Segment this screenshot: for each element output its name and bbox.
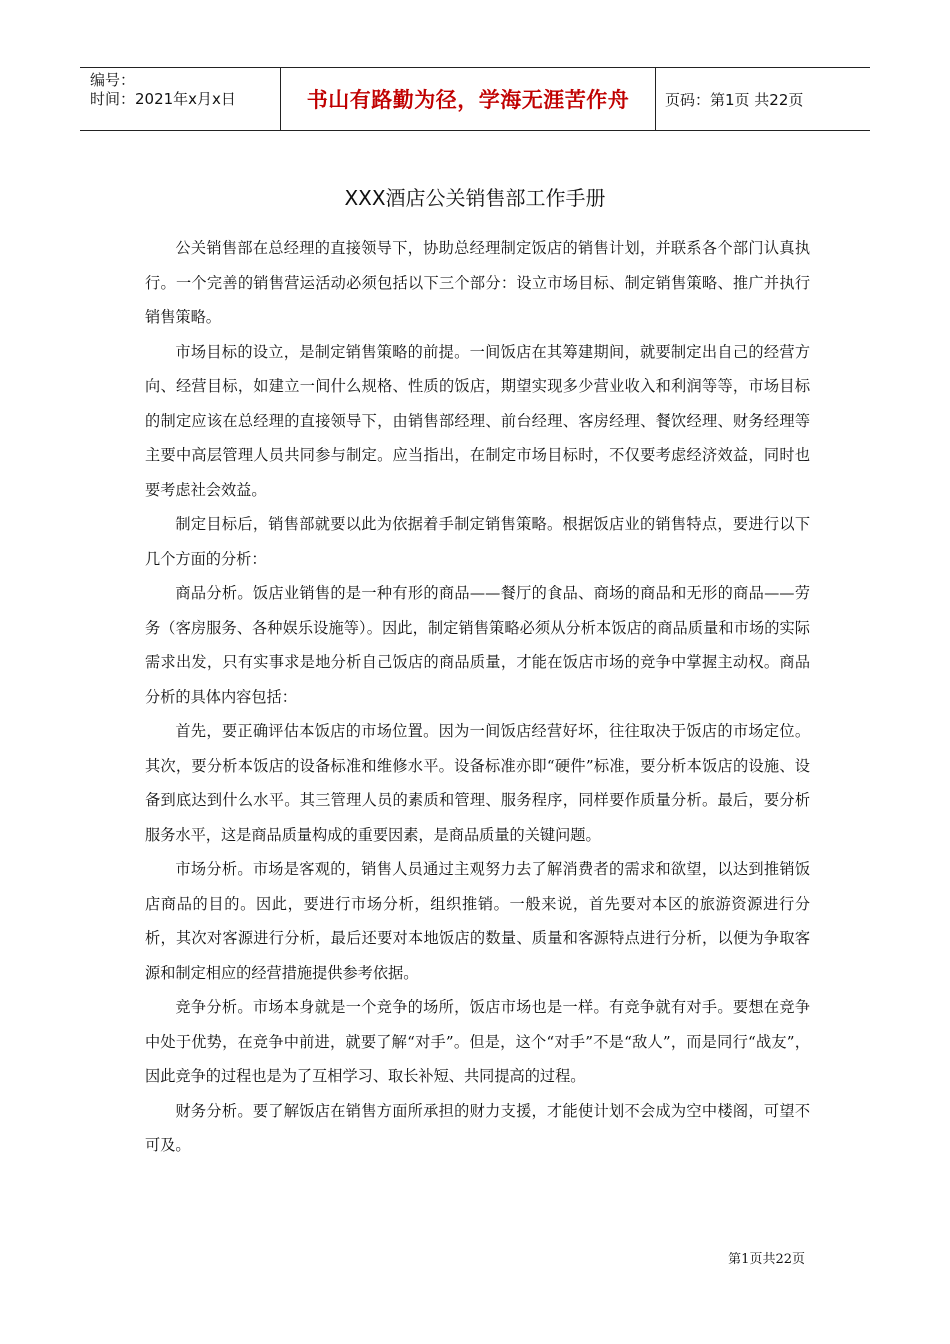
header-motto-cell xyxy=(280,68,656,130)
header-info-cell xyxy=(80,68,280,130)
paragraph: 商品分析。饭店业销售的是一种有形的商品——餐厅的食品、商场的商品和无形的商品——劳务（客房服务、各种娱乐设施等）。因此，制定销售策略必须从分析本饭店的商品质量和市场的实际需求出发，只有实事求是地分析自己饭店的商品质量，才能在饭店市场的竞争中掌握主动权。商品分析的具体内容包括： xyxy=(145,584,810,706)
paragraph: 制定目标后，销售部就要以此为依据着手制定销售策略。根据饭店业的销售特点，要进行以下几个方面的分析： xyxy=(145,515,810,568)
page-footer-number: 第1页共22页 xyxy=(728,1252,805,1267)
paragraph: 公关销售部在总经理的直接领导下，协助总经理制定饭店的销售计划，并联系各个部门认真执行。一个完善的销售营运活动必须包括以下三个部分：设立市场目标、制定销售策略、推广并执行销售策略。 xyxy=(145,239,810,326)
header-page-cell xyxy=(655,68,870,130)
document-date: 时间：2021年x月x日 xyxy=(90,90,236,108)
page-header xyxy=(80,67,870,131)
document-number-label: 编号： xyxy=(90,71,136,89)
document-title: XXX酒店公关销售部工作手册 xyxy=(344,186,606,210)
paragraph: 市场目标的设立，是制定销售策略的前提。一间饭店在其筹建期间，就要制定出自己的经营方向、经营目标，如建立一间什么规格、性质的饭店，期望实现多少营业收入和利润等等，市场目标的制定应该在总经理的直接领导下，由销售部经理、前台经理、客房经理、餐饮经理、财务经理等主要中高层管理人员共同参与制定。应当指出，在制定市场目标时，不仅要考虑经济效益，同时也要考虑社会效益。 xyxy=(145,342,810,499)
paragraph: 竞争分析。市场本身就是一个竞争的场所，饭店市场也是一样。有竞争就有对手。要想在竞争中处于优势，在竞争中前进，就要了解“对手”。但是，这个“对手”不是“敌人”，而是同行“战友”，因此竞争的过程也是为了互相学习、取长补短、共同提高的过程。 xyxy=(145,998,810,1085)
paragraph: 财务分析。要了解饭店在销售方面所承担的财力支援，才能使计划不会成为空中楼阁，可望不可及。 xyxy=(145,1101,810,1154)
paragraph: 市场分析。市场是客观的，销售人员通过主观努力去了解消费者的需求和欲望，以达到推销饭店商品的目的。因此，要进行市场分析，组织推销。一般来说，首先要对本区的旅游资源进行分析，其次对客源进行分析，最后还要对本地饭店的数量、质量和客源特点进行分析，以便为争取客源和制定相应的经营措施提供参考依据。 xyxy=(145,860,810,982)
header-page-number: 页码：第1页 共22页 xyxy=(665,90,804,109)
paragraph: 首先，要正确评估本饭店的市场位置。因为一间饭店经营好坏，往往取决于饭店的市场定位。其次，要分析本饭店的设备标准和维修水平。设备标准亦即“硬件”标准，要分析本饭店的设施、设备到底达到什么水平。其三管理人员的素质和管理、服务程序，同样要作质量分析。最后，要分析服务水平，这是商品质量构成的重要因素，是商品质量的关键问题。 xyxy=(145,722,810,844)
header-motto: 书山有路勤为径，学海无涯苦作舟 xyxy=(306,88,630,112)
document-body xyxy=(145,231,810,1163)
